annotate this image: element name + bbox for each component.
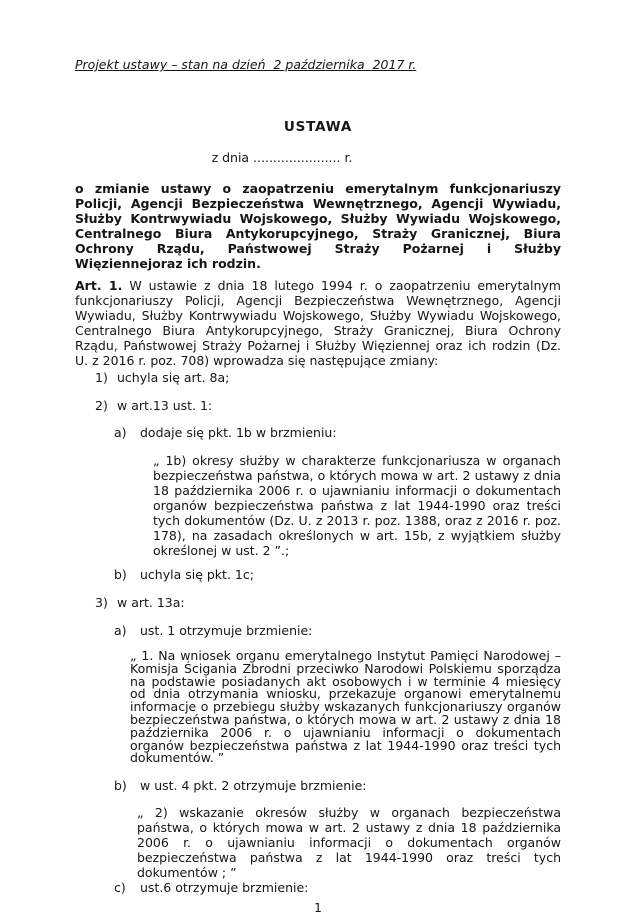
act-title: USTAWA	[283, 119, 353, 135]
list-item-3	[75, 595, 561, 610]
quoted-provision-3a: „ 1. Na wniosek organu emerytalnego Instytut Pamięci Narodowej – Komisja Ścigania Zbrodni przeciwko Narodowi Polskiemu sporządza na podstawie posiadanych akt osobowych i w terminie 4 miesięcy od dnia otrzymania wniosku, przekazuje organowi emerytalnemu informacje o przebiegu służby wskazanych funkcjonariuszy organów bezpieczeństwa państwa, o których mowa w art. 2 ustawy z dnia 18 października 2006 r. o ujawnianiu informacji o dokumentach organów bezpieczeństwa państwa z lat 1944-1990 oraz treści tych dokumentów. ”	[130, 648, 561, 766]
quoted-provision-3b: „ 2) wskazanie okresów służby w organach bezpieczeństwa państwa, o których mowa w art. 2 ustawy z dnia 18 października 2006 r. o ujawnianiu informacji o dokumentach organów bezpieczeństwa państwa z lat 1944-1990 oraz treści tych dokumentów ; ”	[137, 805, 561, 881]
list-item-2b-letter: b)	[114, 566, 127, 582]
list-item-3a	[75, 623, 561, 638]
list-item-2	[75, 398, 561, 413]
list-item-3-text: w art. 13a:	[117, 594, 185, 610]
draft-status-note: Projekt ustawy – stan na dzień 2 października 2017 r.	[75, 57, 417, 72]
list-item-2-number: 2)	[95, 397, 108, 413]
list-item-3a-letter: a)	[114, 622, 127, 638]
list-item-3b-letter: b)	[114, 777, 127, 793]
list-item-3a-text: ust. 1 otrzymuje brzmienie:	[140, 622, 313, 638]
article-1-text: W ustawie z dnia 18 lutego 1994 r. o zaopatrzeniu emerytalnym funkcjonariuszy Policji, Agencji Bezpieczeństwa Wewnętrznego, Agencji Wywiadu, Służby Kontrwywiadu Wojskowego, Służby Wywiadu Wojskowego, Centralnego Biura Antykorupcyjnego, Straży Granicznej, Biura Ochrony Rządu, Państwowej Straży Pożarnej i Służby Więziennej oraz ich rodzin (Dz. U. z 2016 r. poz. 708) wprowadza się następujące zmiany:	[75, 278, 561, 368]
list-item-1-text: uchyla się art. 8a;	[117, 370, 230, 385]
list-item-3b-text: w ust. 4 pkt. 2 otrzymuje brzmienie:	[140, 777, 367, 793]
list-item-2a-letter: a)	[114, 425, 127, 440]
list-item-3b	[75, 778, 561, 793]
list-item-1	[75, 370, 561, 385]
act-subject: o zmianie ustawy o zaopatrzeniu emerytalnym funkcjonariuszy Policji, Agencji Bezpieczeństwa Wewnętrznego, Agencji Wywiadu, Służby Kontrwywiadu Wojskowego, Służby Wywiadu Wojskowego, Centralnego Biura Antykorupcyjnego, Straży Granicznej, Biura Ochrony Rządu, Państwowej Straży Pożarnej i Służby Więziennejoraz ich rodzin.	[75, 181, 561, 271]
list-item-2-text: w art.13 ust. 1:	[117, 397, 213, 413]
list-item-1-number: 1)	[95, 370, 108, 385]
list-item-3-number: 3)	[95, 594, 108, 610]
list-item-3c-text: ust.6 otrzymuje brzmienie:	[140, 880, 309, 896]
list-item-3c-letter: c)	[114, 880, 126, 896]
list-item-3c	[75, 880, 561, 895]
article-1-label: Art. 1.	[75, 278, 123, 293]
act-date-placeholder: z dnia ...................... r.	[211, 150, 353, 165]
list-item-2b	[75, 567, 561, 582]
list-item-2b-text: uchyla się pkt. 1c;	[140, 566, 254, 582]
page-number: 1	[314, 900, 322, 915]
article-1-paragraph	[75, 278, 561, 368]
list-item-2a-text: dodaje się pkt. 1b w brzmieniu:	[140, 425, 337, 440]
list-item-2a	[75, 425, 561, 440]
quoted-provision-2a: „ 1b) okresy służby w charakterze funkcjonariusza w organach bezpieczeństwa państwa, o których mowa w art. 2 ustawy z dnia 18 października 2006 r. o ujawnianiu informacji o dokumentach organów bezpieczeństwa państwa z lat 1944-1990 oraz treści tych dokumentów (Dz. U. z 2013 r. poz. 1388, oraz z 2016 r. poz. 178), na zasadach określonych w art. 15b, z wyjątkiem służby określonej w ust. 2 ”.;	[153, 452, 561, 558]
